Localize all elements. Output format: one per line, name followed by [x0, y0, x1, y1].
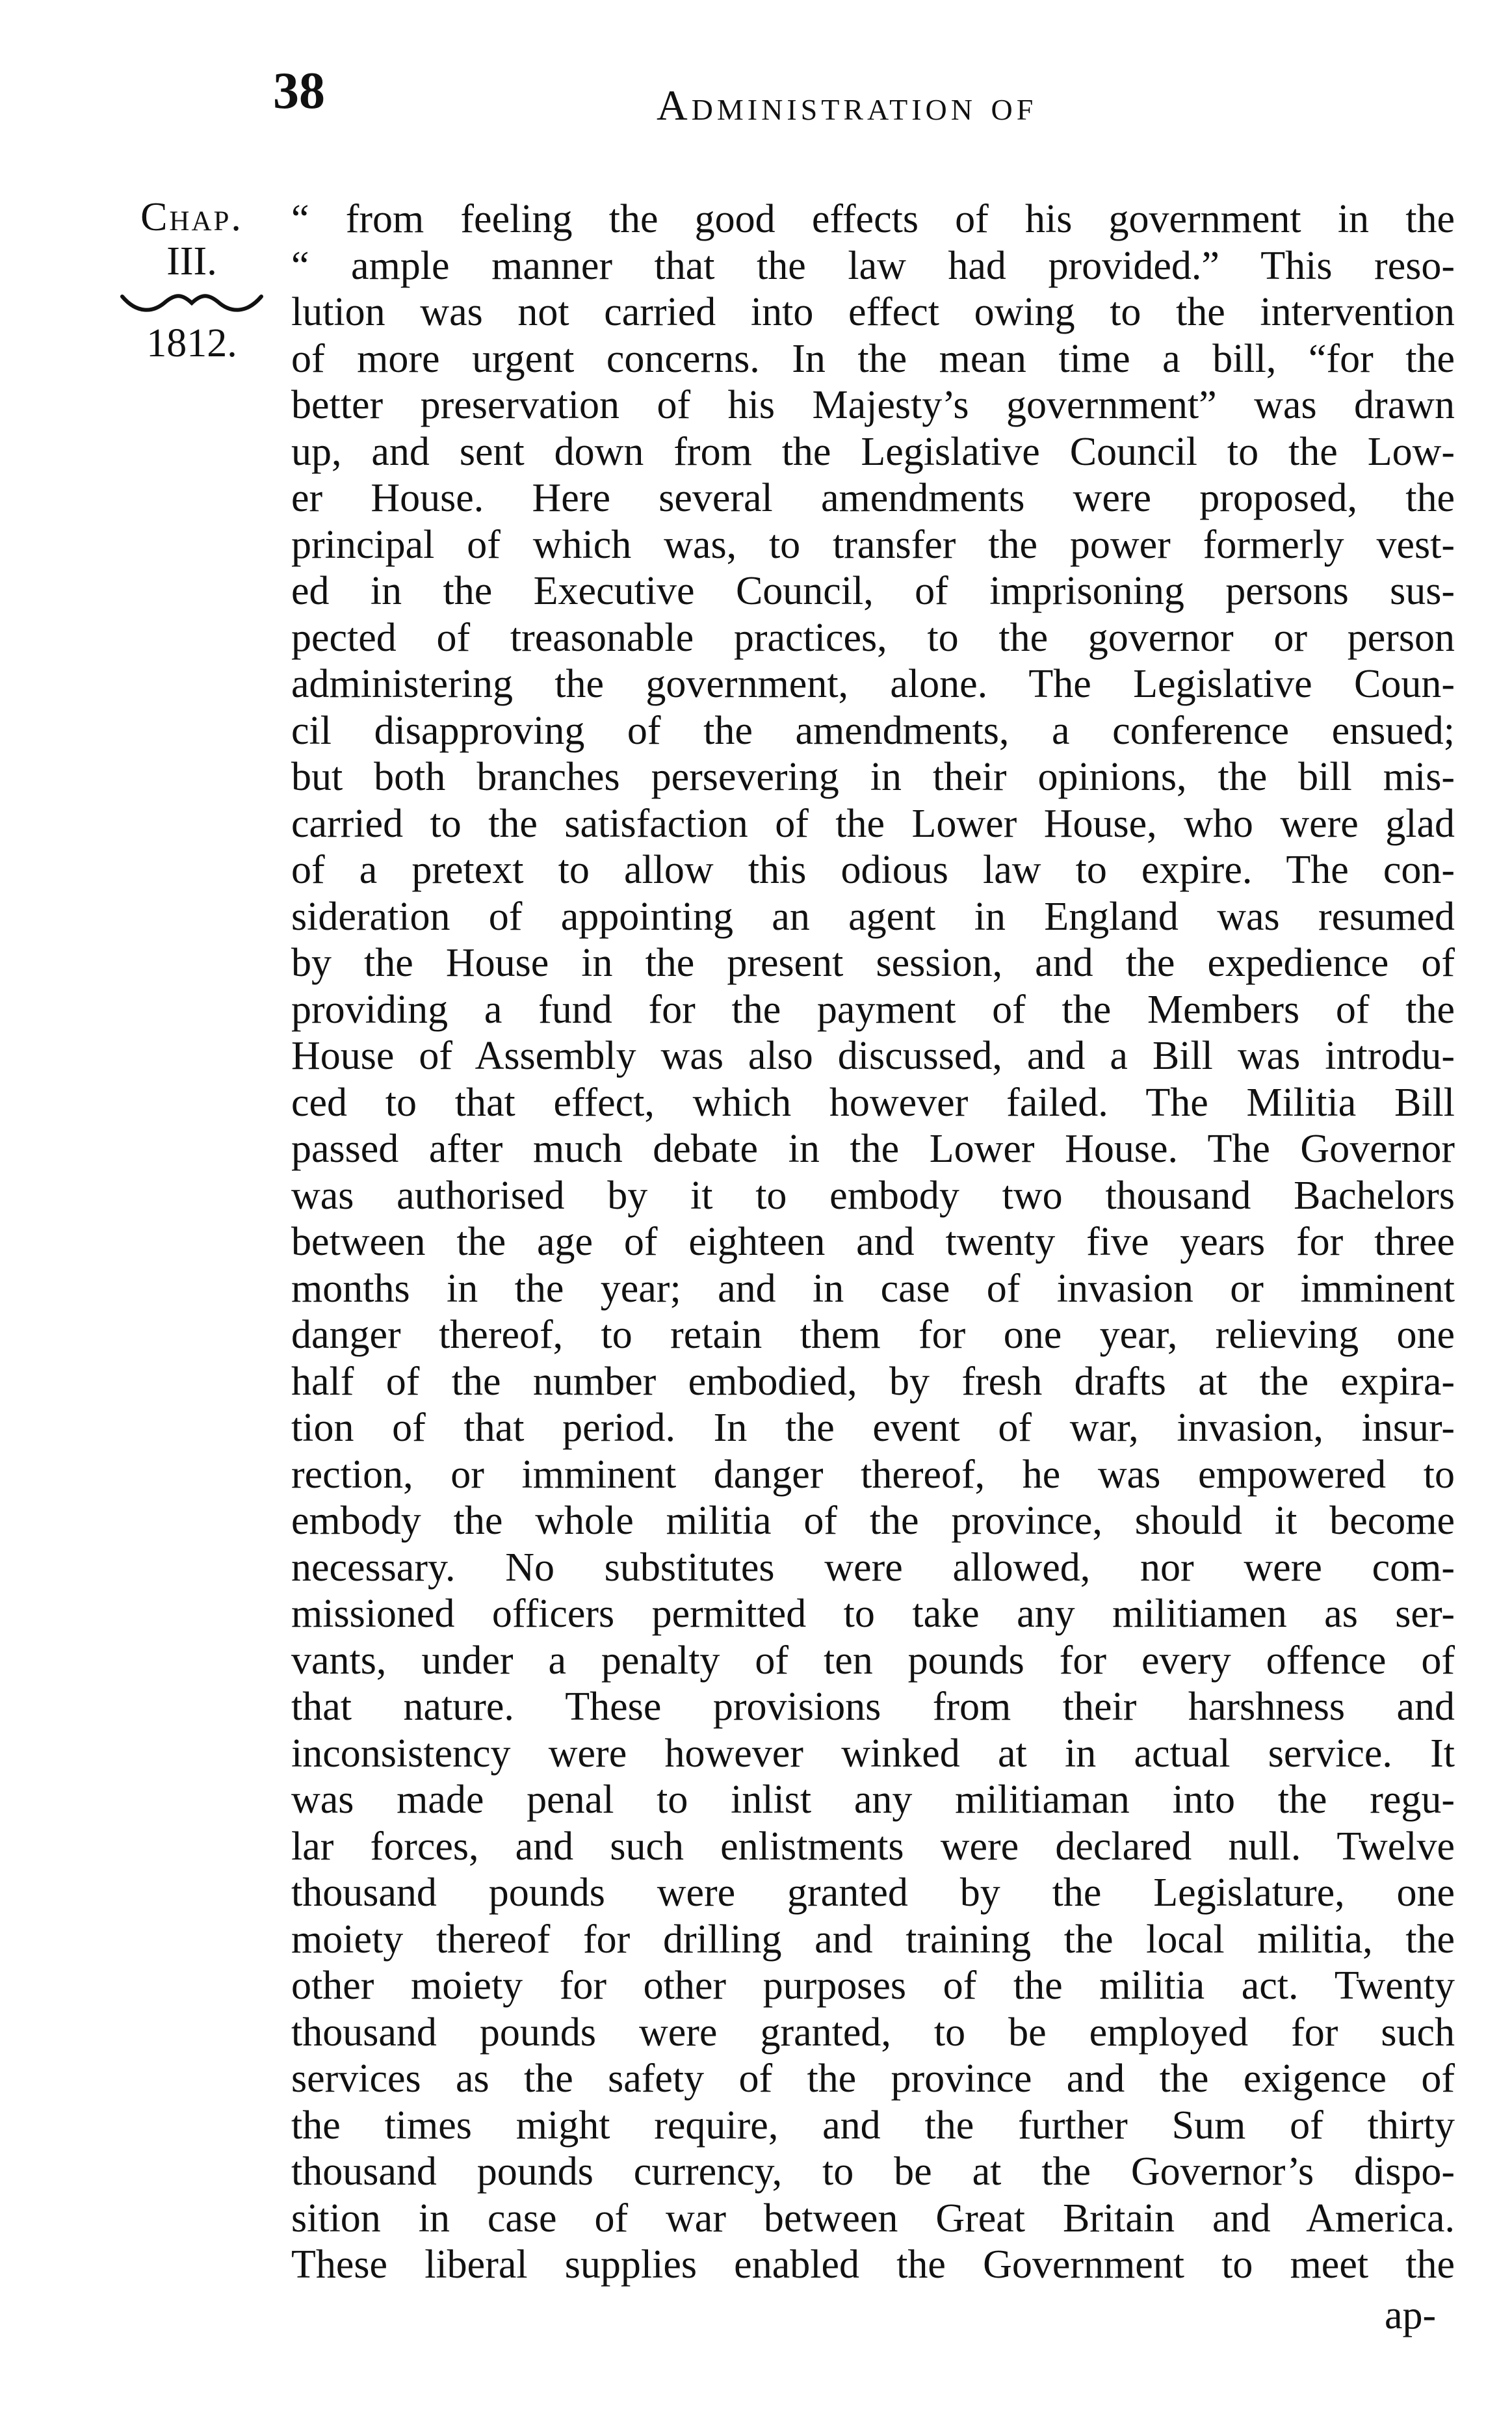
- text-line: er House. Here several amendments were proposed, the: [291, 476, 1455, 520]
- text-line: cil disapproving of the amendments, a conference ensued;: [291, 708, 1455, 753]
- text-line: necessary. No substitutes were allowed, nor were com-: [291, 1545, 1455, 1590]
- text-line: “ ample manner that the law had provided.” This reso-: [291, 243, 1455, 288]
- text-line: administering the government, alone. The Legislative Coun-: [291, 662, 1455, 706]
- body-text: [291, 196, 1455, 2289]
- text-line: providing a fund for the payment of the Members of the: [291, 987, 1455, 1032]
- chapter-label: Chap.: [140, 195, 243, 239]
- text-line: between the age of eighteen and twenty five years for three: [291, 1220, 1455, 1264]
- text-line: thousand pounds currency, to be at the Governor’s dispo-: [291, 2150, 1455, 2194]
- text-line: that nature. These provisions from their harshness and: [291, 1685, 1455, 1729]
- text-line: but both branches persevering in their opinions, the bill mis-: [291, 755, 1455, 799]
- text-line: sition in case of war between Great Britain and America.: [291, 2196, 1455, 2241]
- text-line: House of Assembly was also discussed, and a Bill was introdu-: [291, 1034, 1455, 1078]
- page-number: 38: [273, 62, 325, 120]
- text-line: principal of which was, to transfer the power formerly vest-: [291, 522, 1455, 567]
- text-line: danger thereof, to retain them for one year, relieving one: [291, 1313, 1455, 1357]
- text-line: thousand pounds were granted by the Legislature, one: [291, 1871, 1455, 1915]
- text-line: better preservation of his Majesty’s government” was drawn: [291, 383, 1455, 427]
- margin-note: [98, 195, 286, 365]
- text-line: ed in the Executive Council, of imprisoning persons sus-: [291, 569, 1455, 613]
- text-line: up, and sent down from the Legislative Council to the Low-: [291, 429, 1455, 474]
- text-line: inconsistency were however winked at in actual service. It: [291, 1731, 1455, 1776]
- text-line: “ from feeling the good effects of his government in the: [291, 197, 1455, 241]
- text-line: other moiety for other purposes of the militia act. Twenty: [291, 1964, 1455, 2008]
- text-line: ced to that effect, which however failed. The Militia Bill: [291, 1080, 1455, 1125]
- text-line: pected of treasonable practices, to the governor or person: [291, 615, 1455, 660]
- text-line: passed after much debate in the Lower House. The Governor: [291, 1127, 1455, 1171]
- text-line: half of the number embodied, by fresh drafts at the expira-: [291, 1359, 1455, 1404]
- text-line: carried to the satisfaction of the Lower House, who were glad: [291, 801, 1455, 846]
- text-line: months in the year; and in case of invasion or imminent: [291, 1266, 1455, 1311]
- chapter-number: III.: [166, 239, 217, 283]
- text-line: tion of that period. In the event of war, invasion, insur-: [291, 1406, 1455, 1450]
- text-line: lar forces, and such enlistments were declared null. Twelve: [291, 1824, 1455, 1869]
- text-line: missioned officers permitted to take any militiamen as ser-: [291, 1592, 1455, 1636]
- swash-ornament-icon: [117, 290, 267, 316]
- text-line: These liberal supplies enabled the Government to meet the: [291, 2242, 1455, 2287]
- text-line: rection, or imminent danger thereof, he was empowered to: [291, 1452, 1455, 1497]
- text-line: of a pretext to allow this odious law to expire. The con-: [291, 848, 1455, 892]
- text-line: embody the whole militia of the province, should it become: [291, 1499, 1455, 1543]
- text-line: vants, under a penalty of ten pounds for every offence of: [291, 1638, 1455, 1683]
- text-line: was made penal to inlist any militiaman into the regu-: [291, 1778, 1455, 1822]
- text-line: services as the safety of the province and the exigence of: [291, 2057, 1455, 2101]
- text-line: was authorised by it to embody two thousand Bachelors: [291, 1173, 1455, 1218]
- text-line: thousand pounds were granted, to be employed for such: [291, 2010, 1455, 2055]
- text-line: lution was not carried into effect owing to the intervention: [291, 290, 1455, 334]
- text-line: of more urgent concerns. In the mean time a bill, “for the: [291, 336, 1455, 381]
- text-line: sideration of appointing an agent in England was resumed: [291, 894, 1455, 939]
- text-line: the times might require, and the further Sum of thirty: [291, 2103, 1455, 2148]
- catchword: ap-: [1385, 2293, 1437, 2337]
- year-label: 1812.: [146, 321, 237, 365]
- text-line: by the House in the present session, and the expedience of: [291, 941, 1455, 985]
- text-line: moiety thereof for drilling and training the local militia, the: [291, 1917, 1455, 1962]
- running-head: Administration of: [657, 82, 1037, 129]
